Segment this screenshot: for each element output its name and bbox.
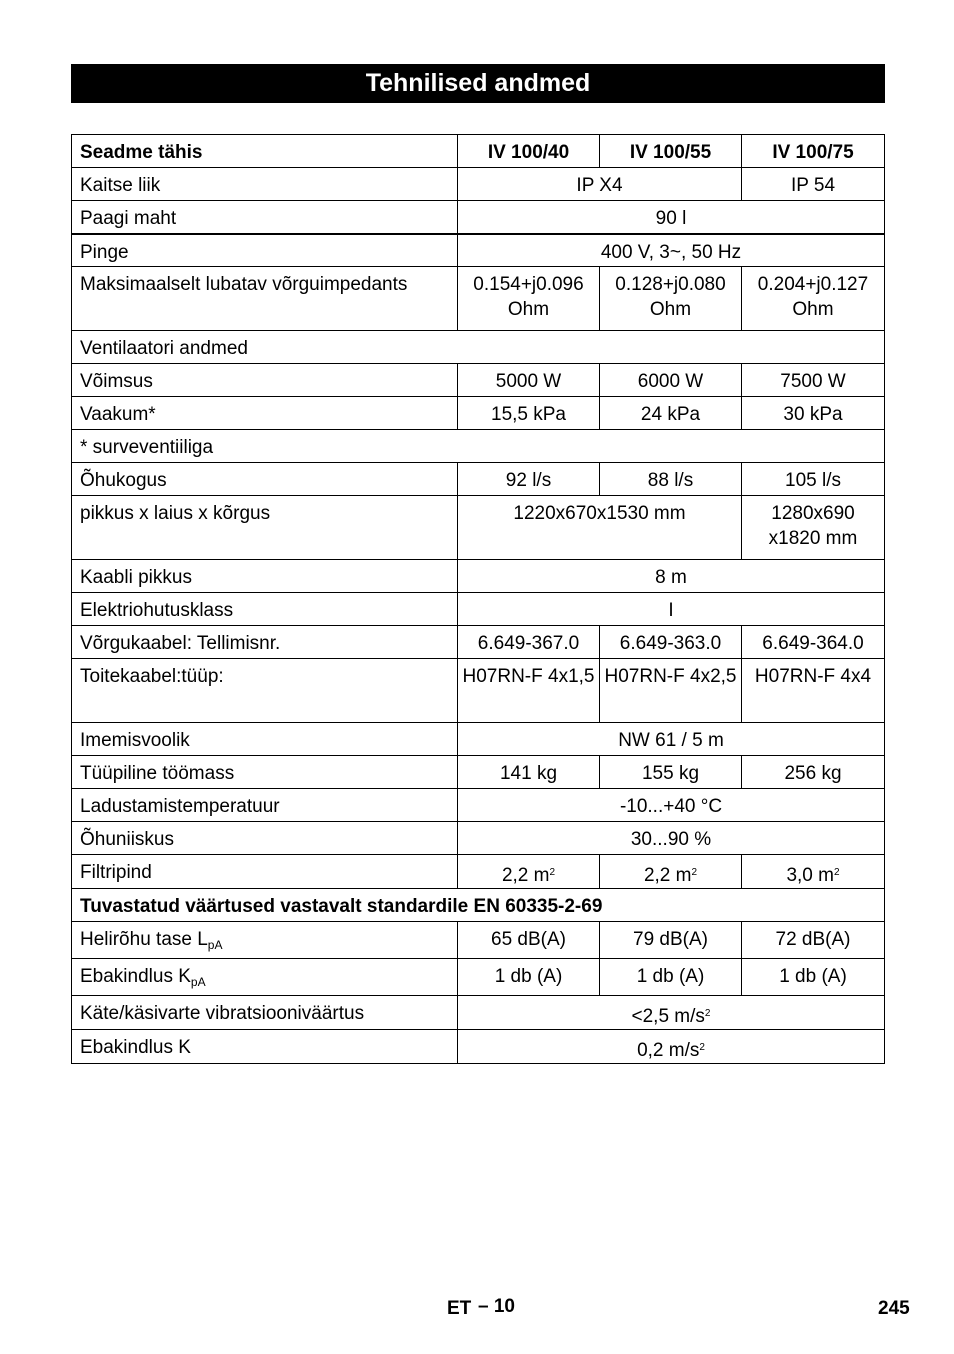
row-value: H07RN-F 4x1,5 — [458, 659, 600, 723]
subscript: pA — [190, 975, 206, 989]
row-value: 92 l/s — [458, 463, 600, 496]
row-value: H07RN-F 4x4 — [742, 659, 885, 723]
row-value — [458, 996, 885, 1030]
row-value: 400 V, 3~, 50 Hz — [458, 234, 885, 267]
table-row — [72, 364, 885, 397]
row-value: 90 l — [458, 201, 885, 234]
table-row — [72, 430, 885, 463]
table-row — [72, 463, 885, 496]
row-value: 1 db (A) — [742, 959, 885, 996]
row-label: Ebakindlus K — [72, 1030, 458, 1064]
row-label: Ladustamistemperatuur — [72, 789, 458, 822]
table-row — [72, 659, 885, 723]
value-text: <2,5 m/s — [631, 1006, 705, 1027]
table-row — [72, 723, 885, 756]
table-header-row — [72, 135, 885, 168]
row-value: 1 db (A) — [600, 959, 742, 996]
table-row — [72, 267, 885, 331]
row-value: 6.649-367.0 — [458, 626, 600, 659]
table-row — [72, 756, 885, 789]
row-value: IP X4 — [458, 168, 742, 201]
row-label: Vaakum* — [72, 397, 458, 430]
section-label: Tuvastatud väärtused vastavalt standardile EN 60335-2-69 — [72, 889, 885, 922]
subscript: pA — [207, 938, 223, 952]
row-value: 6.649-364.0 — [742, 626, 885, 659]
tech-specs-table — [71, 134, 885, 1064]
row-label: Pinge — [72, 234, 458, 267]
row-value: 6000 W — [600, 364, 742, 397]
table-row — [72, 331, 885, 364]
row-value: 0.204+j0.127 Ohm — [742, 267, 885, 331]
superscript: 2 — [691, 867, 698, 878]
row-value: 88 l/s — [600, 463, 742, 496]
row-value: NW 61 / 5 m — [458, 723, 885, 756]
footer-page-number: 245 — [878, 1298, 910, 1319]
model-iv100-55: IV 100/55 — [600, 135, 742, 168]
row-label: Elektriohutusklass — [72, 593, 458, 626]
row-value — [600, 855, 742, 889]
row-label: Filtripind — [72, 855, 458, 889]
page-title: Tehnilised andmed — [71, 64, 885, 103]
row-label: Õhuniiskus — [72, 822, 458, 855]
row-value: 1 db (A) — [458, 959, 600, 996]
row-value: 256 kg — [742, 756, 885, 789]
value-text: 2,2 m — [501, 865, 550, 886]
row-label: Võimsus — [72, 364, 458, 397]
table-row — [72, 496, 885, 560]
superscript: 2 — [549, 867, 556, 878]
model-iv100-40: IV 100/40 — [458, 135, 600, 168]
row-value: 8 m — [458, 560, 885, 593]
table-row — [72, 626, 885, 659]
row-value — [458, 1030, 885, 1064]
superscript: 2 — [833, 867, 840, 878]
row-value: I — [458, 593, 885, 626]
row-label: Käte/käsivarte vibratsiooniväärtus — [72, 996, 458, 1030]
row-value: 1280x690 x1820 mm — [742, 496, 885, 560]
row-value: 141 kg — [458, 756, 600, 789]
row-label: Kaitse liik — [72, 168, 458, 201]
table-row — [72, 996, 885, 1030]
label-text: Helirõhu tase L — [80, 929, 208, 950]
row-label: Kaabli pikkus — [72, 560, 458, 593]
footer-section-page: – 10 — [478, 1296, 515, 1317]
row-label: Toitekaabel:tüüp: — [72, 659, 458, 723]
value-text: 3,0 m — [786, 865, 834, 886]
row-value: IP 54 — [742, 168, 885, 201]
row-label: Võrgukaabel: Tellimisnr. — [72, 626, 458, 659]
row-value: 1220x670x1530 mm — [458, 496, 742, 560]
table-row — [72, 822, 885, 855]
row-value: H07RN-F 4x2,5 — [600, 659, 742, 723]
row-value: 65 dB(A) — [458, 922, 600, 959]
row-value: 30 kPa — [742, 397, 885, 430]
label-text: Ebakindlus K — [80, 966, 191, 987]
value-text: 0,2 m/s — [637, 1040, 700, 1061]
superscript: 2 — [699, 1042, 705, 1053]
table-row — [72, 789, 885, 822]
row-value: 0.154+j0.096 Ohm — [458, 267, 600, 331]
table-row — [72, 168, 885, 201]
table-row — [72, 1030, 885, 1064]
row-value: 5000 W — [458, 364, 600, 397]
row-label: Tüüpiline töömass — [72, 756, 458, 789]
row-value: 7500 W — [742, 364, 885, 397]
table-row — [72, 593, 885, 626]
row-value: 24 kPa — [600, 397, 742, 430]
row-value: 0.128+j0.080 Ohm — [600, 267, 742, 331]
row-label: Paagi maht — [72, 201, 458, 234]
row-value: 72 dB(A) — [742, 922, 885, 959]
footer-language: ET — [447, 1298, 472, 1319]
row-value: 6.649-363.0 — [600, 626, 742, 659]
row-label: Maksimaalselt lubatav võrguimpedants — [72, 267, 458, 331]
row-label: Õhukogus — [72, 463, 458, 496]
section-label: Ventilaatori andmed — [72, 331, 885, 364]
table-row — [72, 201, 885, 234]
row-value: 155 kg — [600, 756, 742, 789]
table-row — [72, 397, 885, 430]
superscript: 2 — [704, 1008, 711, 1019]
model-iv100-75: IV 100/75 — [742, 135, 885, 168]
row-label: pikkus x laius x kõrgus — [72, 496, 458, 560]
table-row — [72, 922, 885, 959]
row-value — [742, 855, 885, 889]
row-value: 105 l/s — [742, 463, 885, 496]
row-value: 30...90 % — [458, 822, 885, 855]
row-label: Imemisvoolik — [72, 723, 458, 756]
row-value: 15,5 kPa — [458, 397, 600, 430]
row-value — [458, 855, 600, 889]
table-row — [72, 560, 885, 593]
row-label — [72, 922, 458, 959]
row-value: 79 dB(A) — [600, 922, 742, 959]
row-value: -10...+40 °C — [458, 789, 885, 822]
table-row — [72, 959, 885, 996]
table-row — [72, 889, 885, 922]
table-row — [72, 855, 885, 889]
header-label: Seadme tähis — [72, 135, 458, 168]
value-text: 2,2 m — [643, 865, 692, 886]
table-row — [72, 234, 885, 267]
row-label — [72, 959, 458, 996]
footnote-label: * surveventiiliga — [72, 430, 885, 463]
